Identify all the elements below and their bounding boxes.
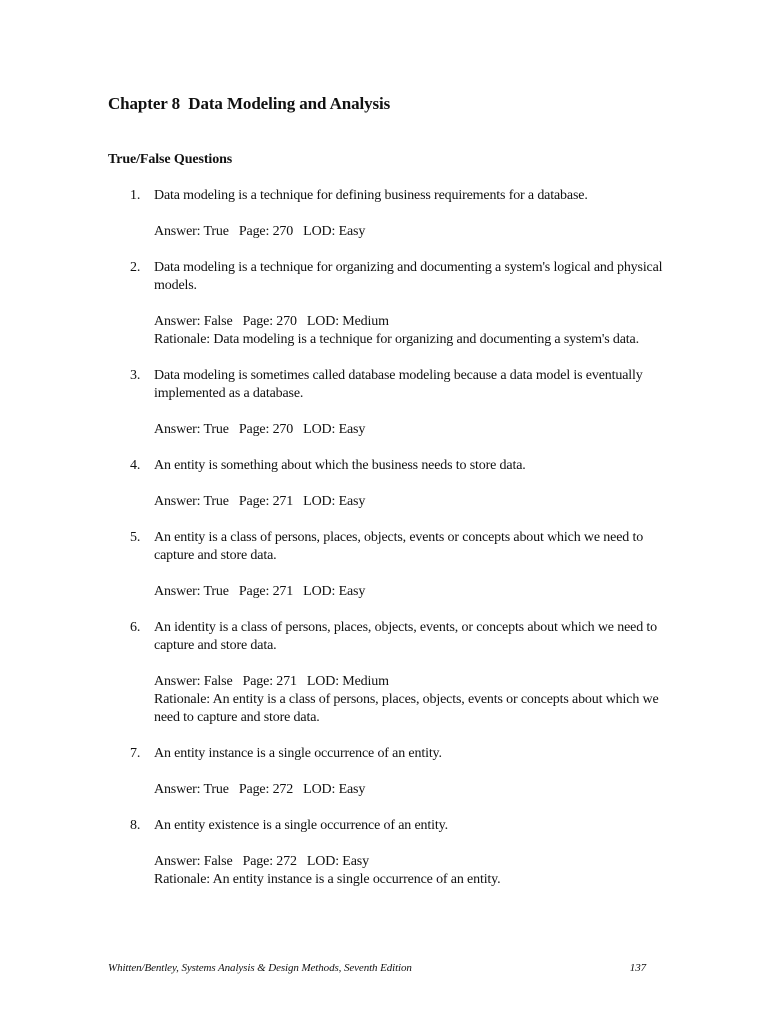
question-text: An entity instance is a single occurrence of an entity. xyxy=(154,746,442,761)
question-item xyxy=(0,817,768,889)
answer-line: Answer: True Page: 270 LOD: Easy xyxy=(154,224,366,239)
question-number: 7. xyxy=(130,746,141,761)
answer-line: Answer: True Page: 270 LOD: Easy xyxy=(154,422,366,437)
footer-citation: Whitten/Bentley, Systems Analysis & Design Methods, Seventh Edition xyxy=(108,962,412,974)
answer-line: Answer: True Page: 271 LOD: Easy xyxy=(154,584,366,599)
question-item xyxy=(0,529,768,601)
question-item xyxy=(0,745,768,799)
page-footer xyxy=(108,962,646,974)
question-text: An entity existence is a single occurrence of an entity. xyxy=(154,818,448,833)
question-text: Data modeling is a technique for defining business requirements for a database. xyxy=(154,188,588,203)
question-item xyxy=(0,619,768,727)
question-text: Data modeling is sometimes called database modeling because a data model is eventually implemented as a database. xyxy=(154,368,643,401)
question-list xyxy=(0,187,768,889)
rationale-text: Rationale: Data modeling is a technique for organizing and documenting a system's data. xyxy=(154,332,639,347)
rationale-text: Rationale: An entity is a class of persons, places, objects, events or concepts about which we need to capture and store data. xyxy=(154,692,659,725)
question-item xyxy=(0,259,768,349)
question-text: Data modeling is a technique for organizing and documenting a system's logical and physical models. xyxy=(154,260,663,293)
question-number: 2. xyxy=(130,260,141,275)
question-number: 8. xyxy=(130,818,141,833)
question-number: 1. xyxy=(130,188,141,203)
rationale-text: Rationale: An entity instance is a single occurrence of an entity. xyxy=(154,872,501,887)
answer-line: Answer: False Page: 270 LOD: Medium xyxy=(154,314,389,329)
question-text: An entity is a class of persons, places, objects, events or concepts about which we need to capture and store data. xyxy=(154,530,644,563)
answer-line: Answer: False Page: 271 LOD: Medium xyxy=(154,674,389,689)
answer-line: Answer: False Page: 272 LOD: Easy xyxy=(154,854,369,869)
question-text: An identity is a class of persons, places, objects, events, or concepts about which we need to capture and store data. xyxy=(154,620,657,653)
question-text: An entity is something about which the business needs to store data. xyxy=(154,458,526,473)
answer-line: Answer: True Page: 271 LOD: Easy xyxy=(154,494,366,509)
question-number: 5. xyxy=(130,530,141,545)
answer-line: Answer: True Page: 272 LOD: Easy xyxy=(154,782,366,797)
page-number: 137 xyxy=(629,962,646,974)
question-number: 4. xyxy=(130,458,141,473)
question-number: 3. xyxy=(130,368,141,383)
chapter-title: Chapter 8 Data Modeling and Analysis xyxy=(108,94,391,113)
question-item xyxy=(0,187,768,241)
section-title: True/False Questions xyxy=(108,152,233,167)
question-item xyxy=(0,367,768,439)
question-number: 6. xyxy=(130,620,141,635)
question-item xyxy=(0,457,768,511)
